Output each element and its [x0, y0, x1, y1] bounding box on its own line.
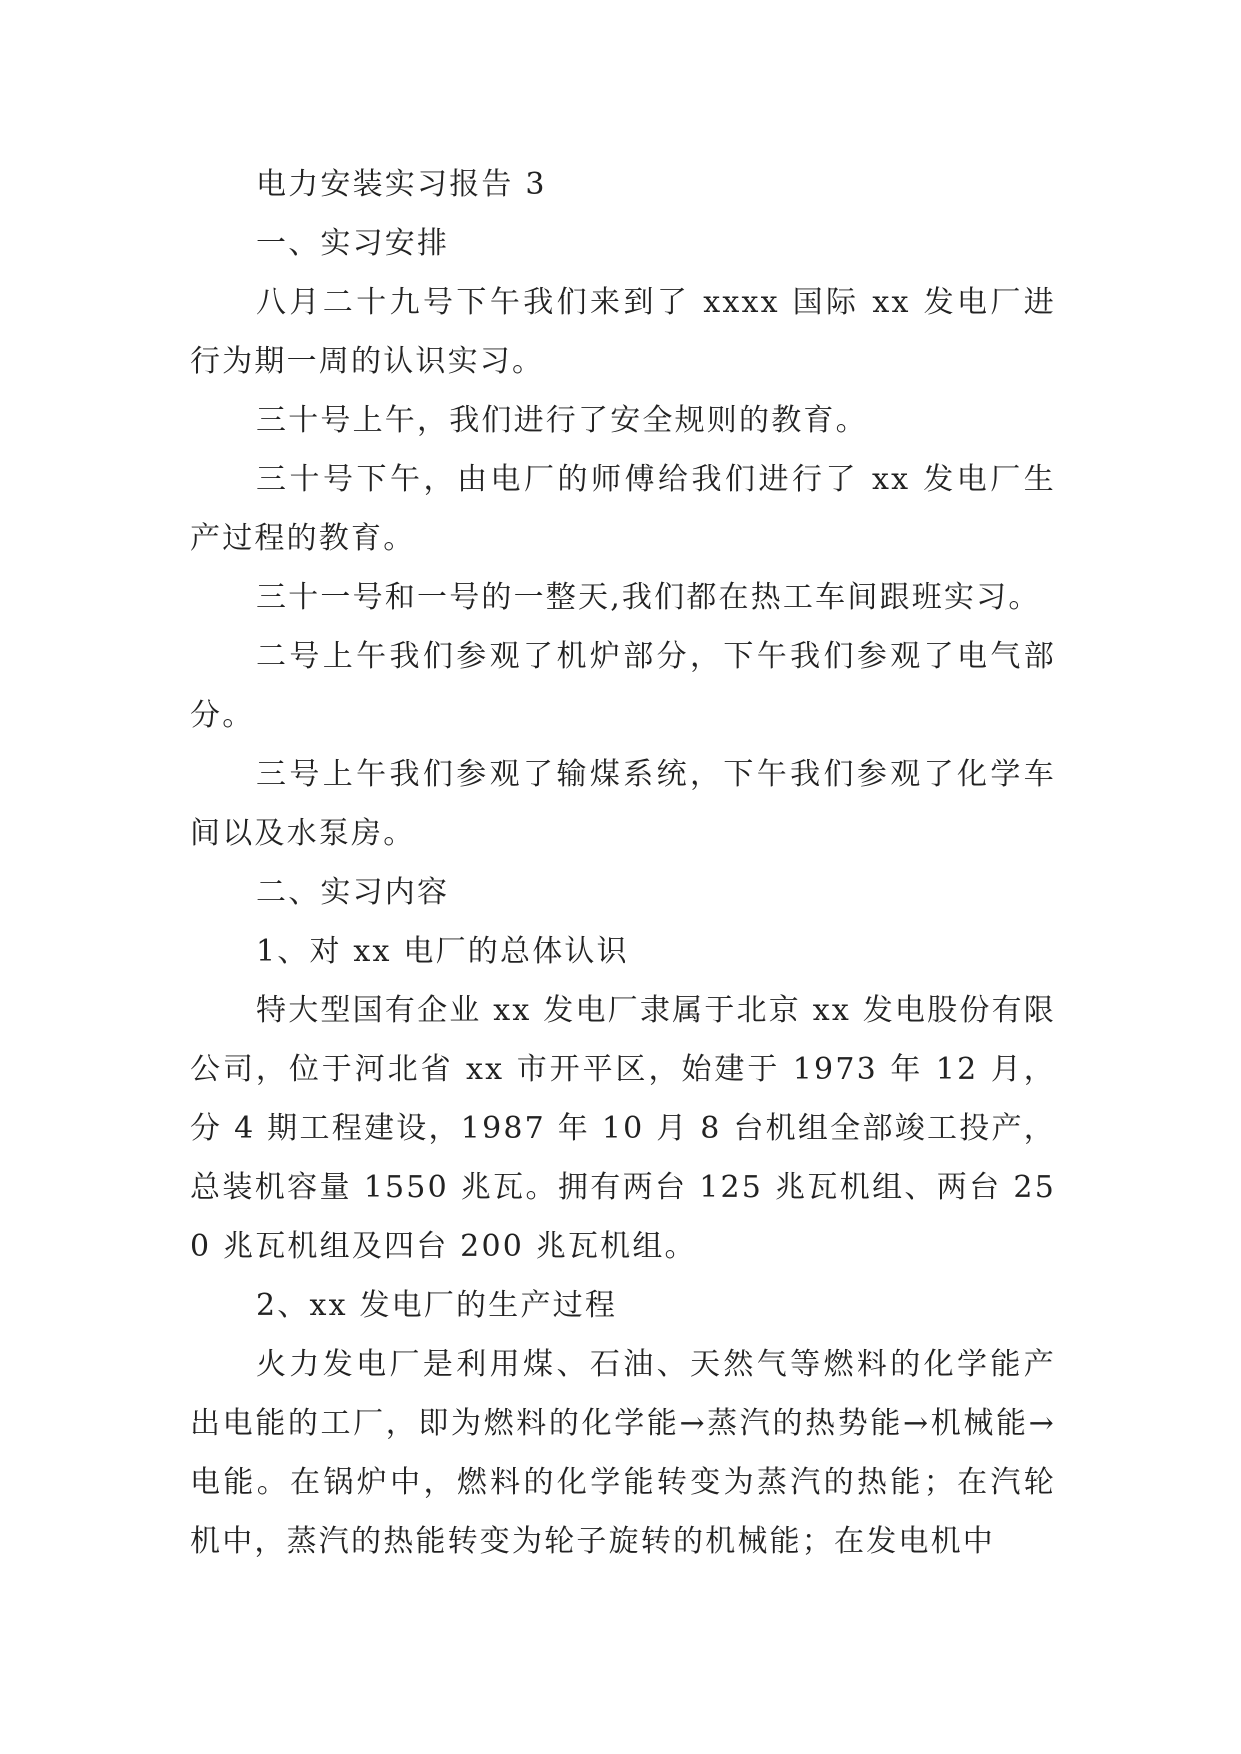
- paragraph: 火力发电厂是利用煤、石油、天然气等燃料的化学能产出电能的工厂，即为燃料的化学能→蒸汽的热势能→机械能→电能。在锅炉中，燃料的化学能转变为蒸汽的热能；在汽轮机中，蒸汽的热能转变为轮子旋转的机械能；在发电机中: [190, 1347, 1056, 1559]
- section-heading-content: 二、实习内容: [256, 875, 450, 910]
- paragraph: 二号上午我们参观了机炉部分，下午我们参观了电气部分。: [190, 639, 1056, 733]
- document-title: 电力安装实习报告 3: [256, 167, 547, 202]
- subsection-heading-process: 2、xx 发电厂的生产过程: [256, 1288, 618, 1323]
- paragraph: 三十一号和一号的一整天,我们都在热工车间跟班实习。: [256, 580, 1041, 615]
- subsection-heading-overview: 1、对 xx 电厂的总体认识: [256, 934, 629, 969]
- paragraph: 三十号上午，我们进行了安全规则的教育。: [256, 403, 868, 438]
- section-heading-arrangement: 一、实习安排: [256, 226, 450, 261]
- document-body: [190, 155, 1056, 1571]
- paragraph: 特大型国有企业 xx 发电厂隶属于北京 xx 发电股份有限公司，位于河北省 xx 市开平区，始建于 1973 年 12 月，分 4 期工程建设，1987 年 10 月 8 台机组全部竣工投产，总装机容量 1550 兆瓦。拥有两台 125 兆瓦机组、两台 250 兆瓦机组及四台 200 兆瓦机组。: [190, 993, 1056, 1264]
- paragraph: 三十号下午，由电厂的师傅给我们进行了 xx 发电厂生产过程的教育。: [190, 462, 1057, 556]
- paragraph: 三号上午我们参观了输煤系统，下午我们参观了化学车间以及水泵房。: [190, 757, 1056, 851]
- paragraph: 八月二十九号下午我们来到了 xxxx 国际 xx 发电厂进行为期一周的认识实习。: [190, 285, 1056, 379]
